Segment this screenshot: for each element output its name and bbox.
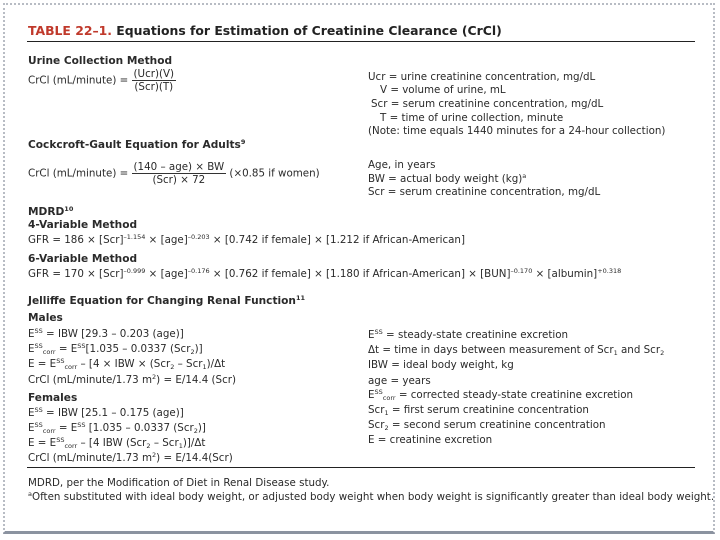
cockcroft-numerator: (140 – age) × BW <box>133 161 225 173</box>
title-rule <box>27 41 695 42</box>
mdrd-six-equation <box>28 268 621 280</box>
footnote-a <box>28 491 714 503</box>
jelliffe-heading <box>28 295 305 307</box>
f4-a: CrCl (mL/minute/1.73 m <box>28 452 153 464</box>
urine-note: (Note: time equals 1440 minutes for a 24-hour collection) <box>368 125 666 137</box>
footnote-a-text: Often substituted with ideal body weight, or adjusted body weight when body weight is significantly greater than ideal body weight. <box>31 491 715 503</box>
urine-lhs: CrCl (mL/minute) = <box>28 74 129 87</box>
males-heading: Males <box>28 312 63 324</box>
f2-d: )] <box>197 422 206 434</box>
mdrd6-d: × [albumin] <box>532 268 598 280</box>
urine-fraction <box>132 68 177 93</box>
females-line-4 <box>28 452 233 464</box>
jdef-ibw: IBW = ideal body weight, kg <box>368 359 514 371</box>
urine-heading: Urine Collection Method <box>28 55 173 67</box>
jd2-sub2: 2 <box>660 349 665 357</box>
m3-b: – [4 × IBW × (Scr <box>77 358 171 370</box>
f3-sub1: corr <box>64 442 78 450</box>
jd2-a: Δt = time in days between measurement of Scr <box>368 344 614 356</box>
f3-d: )]/Δt <box>182 437 206 449</box>
cockcroft-denominator: (Scr) × 72 <box>152 174 206 186</box>
mdrd-four-equation <box>28 234 465 246</box>
urine-def-scr: Scr = serum creatinine concentration, mg/dL <box>371 98 604 110</box>
mdrd-heading <box>28 206 73 218</box>
m3-sub2: 2 <box>170 363 175 371</box>
m3-c: – Scr <box>174 358 203 370</box>
mdrd6-b: × [age] <box>145 268 188 280</box>
m1-a: E <box>28 328 35 340</box>
mdrd4-a: GFR = 186 × [Scr] <box>28 234 124 246</box>
m3-sub3: 1 <box>202 363 207 371</box>
jd2-sub1: 1 <box>613 349 618 357</box>
f3-sup1: SS <box>56 436 65 444</box>
males-line-1 <box>28 328 184 340</box>
jdef-age: age = years <box>368 375 431 387</box>
males-line-4 <box>28 374 236 386</box>
f2-sub2: 2 <box>193 427 198 435</box>
m2-sup2: SS <box>77 342 86 350</box>
jd5-b: = corrected steady-state creatinine excretion <box>395 389 634 401</box>
jd6-b: = first serum creatinine concentration <box>388 404 589 416</box>
females-line-3 <box>28 437 205 449</box>
urine-def-t: T = time of urine collection, minute <box>380 112 564 124</box>
mdrd-four-heading: 4-Variable Method <box>28 219 138 231</box>
jd6-a: Scr <box>368 404 385 416</box>
jd5-sub: corr <box>382 394 396 402</box>
cockcroft-bw-ref: a <box>522 172 527 180</box>
mdrd4-c: × [0.742 if female] × [1.212 if African-American] <box>209 234 465 246</box>
footnote-rule <box>27 467 695 468</box>
cockcroft-heading-text: Cockcroft-Gault Equation for Adults <box>28 139 241 151</box>
males-line-3 <box>28 358 225 370</box>
cockcroft-heading <box>28 139 245 151</box>
cockcroft-fraction <box>132 161 227 186</box>
jdef-ess <box>368 329 568 341</box>
f3-b: – [4 IBW (Scr <box>77 437 147 449</box>
f2-sup2: SS <box>77 421 86 429</box>
urine-def-ucr: Ucr = urine creatinine concentration, mg/dL <box>368 71 596 83</box>
urine-equation <box>28 68 176 93</box>
f4-b: ) = E/14.4(Scr) <box>156 452 233 464</box>
jelliffe-heading-text: Jelliffe Equation for Changing Renal Function <box>28 295 296 307</box>
jd6-sub: 1 <box>384 409 389 417</box>
footnote-a-marker: a <box>28 490 32 498</box>
f1-a: E <box>28 407 35 419</box>
f3-c: – Scr <box>150 437 179 449</box>
f2-a: E <box>28 422 35 434</box>
m2-sub1: corr <box>42 348 56 356</box>
jd7-a: Scr <box>368 419 385 431</box>
jd7-sub: 2 <box>384 424 389 432</box>
jdef-scr1 <box>368 404 589 416</box>
jd2-b: and Scr <box>617 344 661 356</box>
jd7-b: = second serum creatinine concentration <box>388 419 606 431</box>
cockcroft-def-bw <box>368 173 526 185</box>
jd5-a: E <box>368 389 375 401</box>
urine-numerator: (Ucr)(V) <box>133 68 175 80</box>
f2-c: [1.035 – 0.0337 (Scr <box>85 422 194 434</box>
mdrd6-exp-albumin: +0.318 <box>597 267 622 275</box>
jd1-a: E <box>368 329 375 341</box>
footnote-mdrd: MDRD, per the Modification of Diet in Renal Disease study. <box>28 477 330 489</box>
f2-sup1: SS <box>34 421 43 429</box>
jelliffe-ref: 11 <box>295 294 306 302</box>
f1-b: = IBW [25.1 – 0.175 (age)] <box>42 407 184 419</box>
cockcroft-def-bw-text: BW = actual body weight (kg) <box>368 173 523 185</box>
table-number: TABLE 22–1. <box>28 23 112 38</box>
m4-b: ) = E/14.4 (Scr) <box>156 374 236 386</box>
jdef-esscorr <box>368 389 633 401</box>
f3-sub2: 2 <box>146 442 151 450</box>
urine-def-v: V = volume of urine, mL <box>380 84 506 96</box>
m2-sup1: SS <box>34 342 43 350</box>
m1-b: = IBW [29.3 – 0.203 (age)] <box>42 328 184 340</box>
jd5-sup: SS <box>374 388 383 396</box>
m2-a: E <box>28 343 35 355</box>
mdrd4-b: × [age] <box>145 234 188 246</box>
m2-b: = E <box>55 343 78 355</box>
cockcroft-lhs: CrCl (mL/minute) = <box>28 167 129 180</box>
m2-c: [1.035 – 0.0337 (Scr <box>85 343 191 355</box>
jdef-e: E = creatinine excretion <box>368 434 493 446</box>
cockcroft-def-scr: Scr = serum creatinine concentration, mg/dL <box>368 186 601 198</box>
cockcroft-equation <box>28 161 320 186</box>
m4-sup: 2 <box>152 373 157 381</box>
m2-sub2: 2 <box>190 348 195 356</box>
table-title <box>28 23 502 38</box>
mdrd6-exp-age: –0.176 <box>187 267 210 275</box>
m3-sub1: corr <box>64 363 78 371</box>
mdrd4-exp-scr: –1.154 <box>123 233 146 241</box>
jd1-b: = steady-state creatinine excretion <box>382 329 569 341</box>
mdrd-ref: 10 <box>64 205 74 213</box>
m2-d: )] <box>194 343 203 355</box>
f2-sub1: corr <box>42 427 56 435</box>
jdef-scr2 <box>368 419 606 431</box>
cockcroft-suffix: (×0.85 if women) <box>229 167 320 180</box>
males-line-2 <box>28 343 203 355</box>
f4-sup: 2 <box>152 451 157 459</box>
mdrd6-exp-scr: –0.999 <box>123 267 146 275</box>
mdrd6-c: × [0.762 if female] × [1.180 if African-American] × [BUN] <box>209 268 511 280</box>
m4-a: CrCl (mL/minute/1.73 m <box>28 374 153 386</box>
cockcroft-def-age: Age, in years <box>368 159 436 171</box>
cockcroft-ref: 9 <box>240 138 246 146</box>
females-heading: Females <box>28 392 78 404</box>
f3-a: E = E <box>28 437 57 449</box>
table-title-text: Equations for Estimation of Creatinine Clearance (CrCl) <box>116 23 502 38</box>
m3-d: )/Δt <box>206 358 226 370</box>
females-line-1 <box>28 407 184 419</box>
jd1-sup: SS <box>374 328 383 336</box>
f2-b: = E <box>55 422 78 434</box>
females-line-2 <box>28 422 206 434</box>
mdrd6-exp-bun: –0.170 <box>510 267 533 275</box>
mdrd-heading-text: MDRD <box>28 206 65 218</box>
f3-sub3: 1 <box>178 442 183 450</box>
m1-sup: SS <box>34 327 43 335</box>
urine-denominator: (Scr)(T) <box>134 81 174 93</box>
mdrd6-a: GFR = 170 × [Scr] <box>28 268 124 280</box>
m3-sup1: SS <box>56 357 65 365</box>
mdrd4-exp-age: –0.203 <box>187 233 210 241</box>
mdrd-six-heading: 6-Variable Method <box>28 253 138 265</box>
jdef-dt <box>368 344 664 356</box>
m3-a: E = E <box>28 358 57 370</box>
f1-sup: SS <box>34 406 43 414</box>
